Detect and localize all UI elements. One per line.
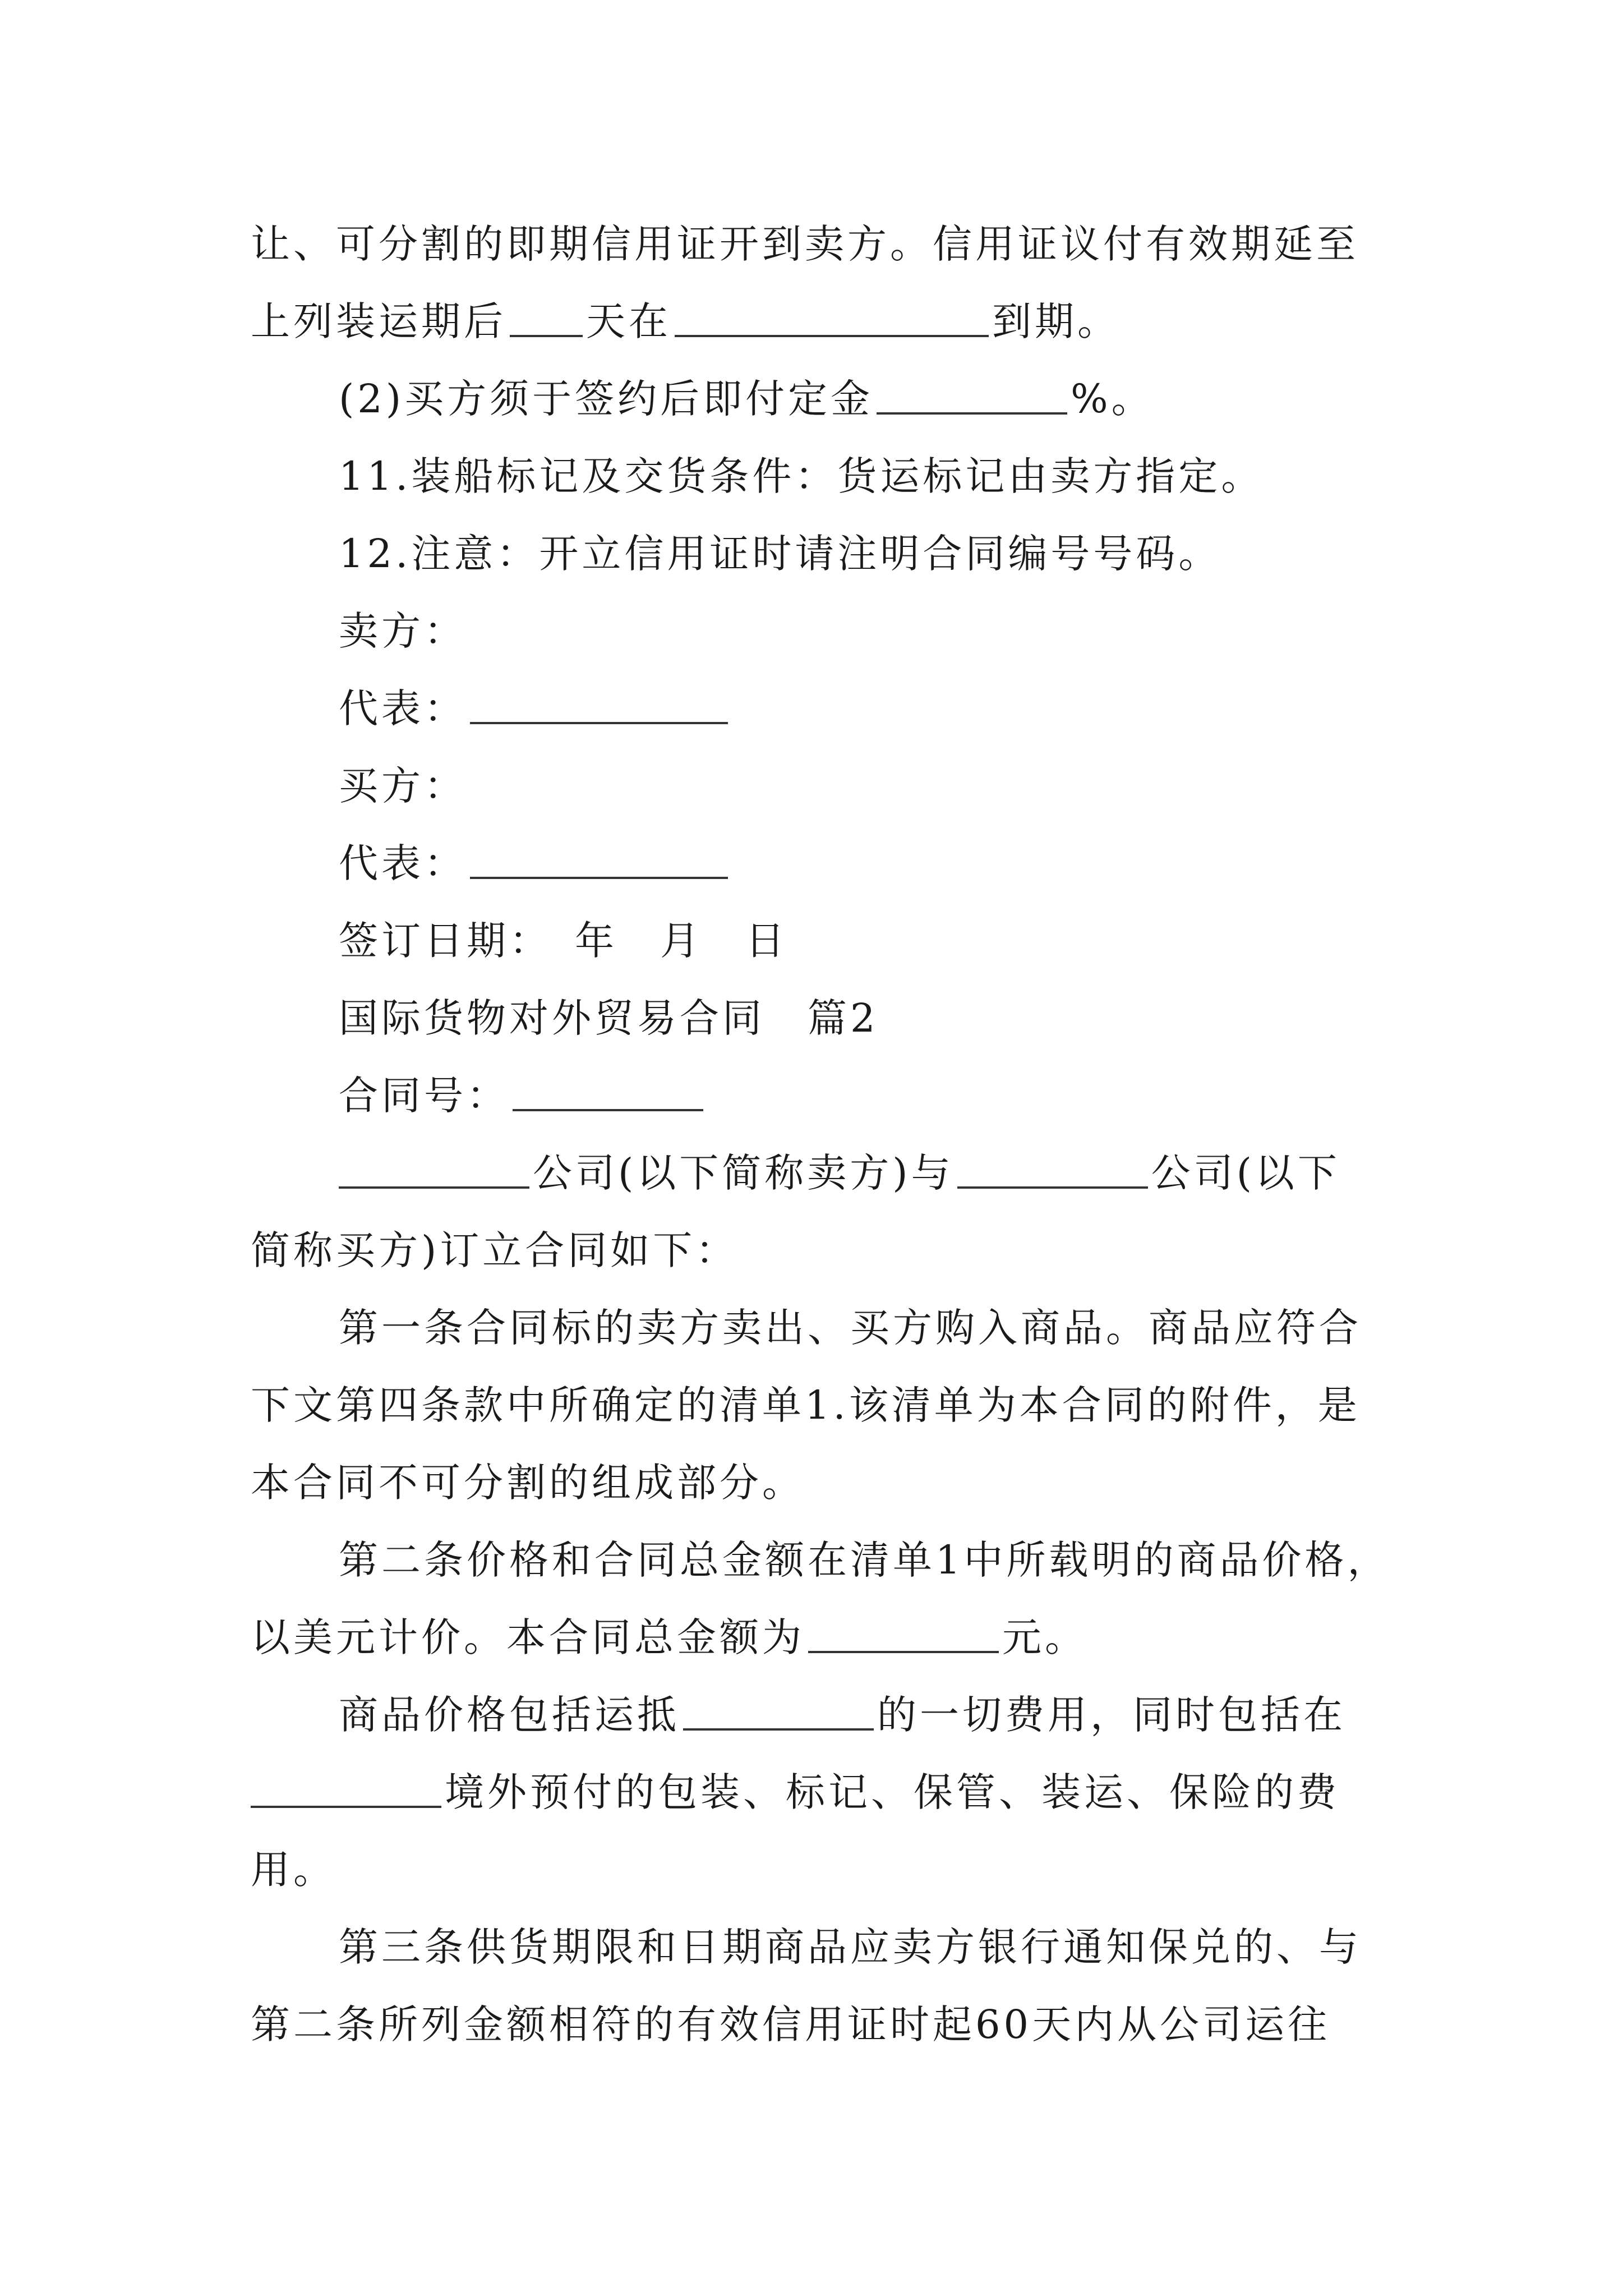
fill-blank — [675, 296, 989, 337]
text: 以美元计价。本合同总金额为 — [251, 1614, 805, 1660]
buyer-label: 买方： — [339, 763, 467, 809]
text: 第三条供货期限和日期商品应卖方银行通知保兑的、与 — [339, 1924, 1362, 1970]
text-line — [0, 821, 1623, 905]
text-line — [0, 1905, 1623, 1989]
text: %。 — [1071, 376, 1154, 422]
text-line — [0, 1518, 1623, 1602]
text: 下文第四条款中所确定的清单1.该清单为本合同的附件，是 — [251, 1382, 1361, 1428]
text: 天在 — [586, 298, 671, 344]
representative-label: 代表： — [339, 685, 467, 731]
fill-blank — [877, 373, 1067, 415]
fill-blank — [470, 683, 728, 724]
text: 第二条所列金额相符的有效信用证时起60天内从公司运往 — [251, 2001, 1331, 2047]
text-line — [0, 899, 1623, 983]
text: 商品价格包括运抵 — [339, 1692, 680, 1738]
text: 让、可分割的即期信用证开到卖方。信用证议付有效期延至 — [251, 221, 1359, 267]
text: 12.注意：开立信用证时请注明合同编号号码。 — [339, 531, 1221, 577]
text-line — [0, 1286, 1623, 1370]
text-line — [0, 357, 1623, 441]
text-line — [0, 1131, 1623, 1215]
text: 境外预付的包装、标记、保管、装运、保险的费 — [445, 1769, 1340, 1815]
fill-blank — [683, 1689, 874, 1731]
text-line — [0, 279, 1623, 364]
seller-label: 卖方： — [339, 608, 467, 654]
text: 公司(以下简称卖方)与 — [533, 1150, 954, 1196]
fill-blank — [251, 1766, 441, 1808]
text-line — [0, 666, 1623, 751]
text-line — [0, 976, 1623, 1060]
text-line — [0, 202, 1623, 286]
text: (2)买方须于签约后即付定金 — [339, 376, 874, 422]
text-line — [0, 1828, 1623, 1912]
text-line — [0, 1982, 1623, 2067]
text-line — [0, 1673, 1623, 1757]
text: 用。 — [251, 1847, 336, 1893]
text-line — [0, 1208, 1623, 1292]
fill-blank — [957, 1147, 1148, 1189]
text: 第二条价格和合同总金额在清单1中所载明的商品价格， — [339, 1537, 1390, 1583]
text: 上列装运期后 — [251, 298, 506, 344]
text: 简称买方)订立合同如下： — [251, 1227, 739, 1273]
text-line — [0, 1750, 1623, 1834]
fill-blank — [510, 296, 583, 337]
text: 本合同不可分割的组成部分。 — [251, 1460, 805, 1506]
fill-blank — [470, 838, 728, 879]
text: 公司(以下 — [1151, 1150, 1340, 1196]
fill-blank — [808, 1612, 999, 1653]
section-title: 国际货物对外贸易合同 篇2 — [339, 995, 879, 1041]
text: 第一条合同标的卖方卖出、买方购入商品。商品应符合 — [339, 1305, 1362, 1351]
text: 的一切费用，同时包括在 — [877, 1692, 1346, 1738]
text-line — [0, 512, 1623, 596]
fill-blank — [339, 1147, 529, 1189]
signing-date: 签订日期： 年 月 日 — [339, 918, 788, 964]
fill-blank — [513, 1070, 703, 1111]
text-line — [0, 1595, 1623, 1680]
text-line — [0, 1441, 1623, 1525]
contract-number-label: 合同号： — [339, 1073, 509, 1119]
text-line — [0, 1053, 1623, 1138]
text-line — [0, 589, 1623, 673]
text: 元。 — [1002, 1614, 1087, 1660]
text-line — [0, 744, 1623, 828]
representative-label: 代表： — [339, 840, 467, 886]
text: 到期。 — [992, 298, 1120, 344]
text-line — [0, 434, 1623, 518]
text-line — [0, 1363, 1623, 1447]
text: 11.装船标记及交货条件：货运标记由卖方指定。 — [339, 453, 1264, 499]
